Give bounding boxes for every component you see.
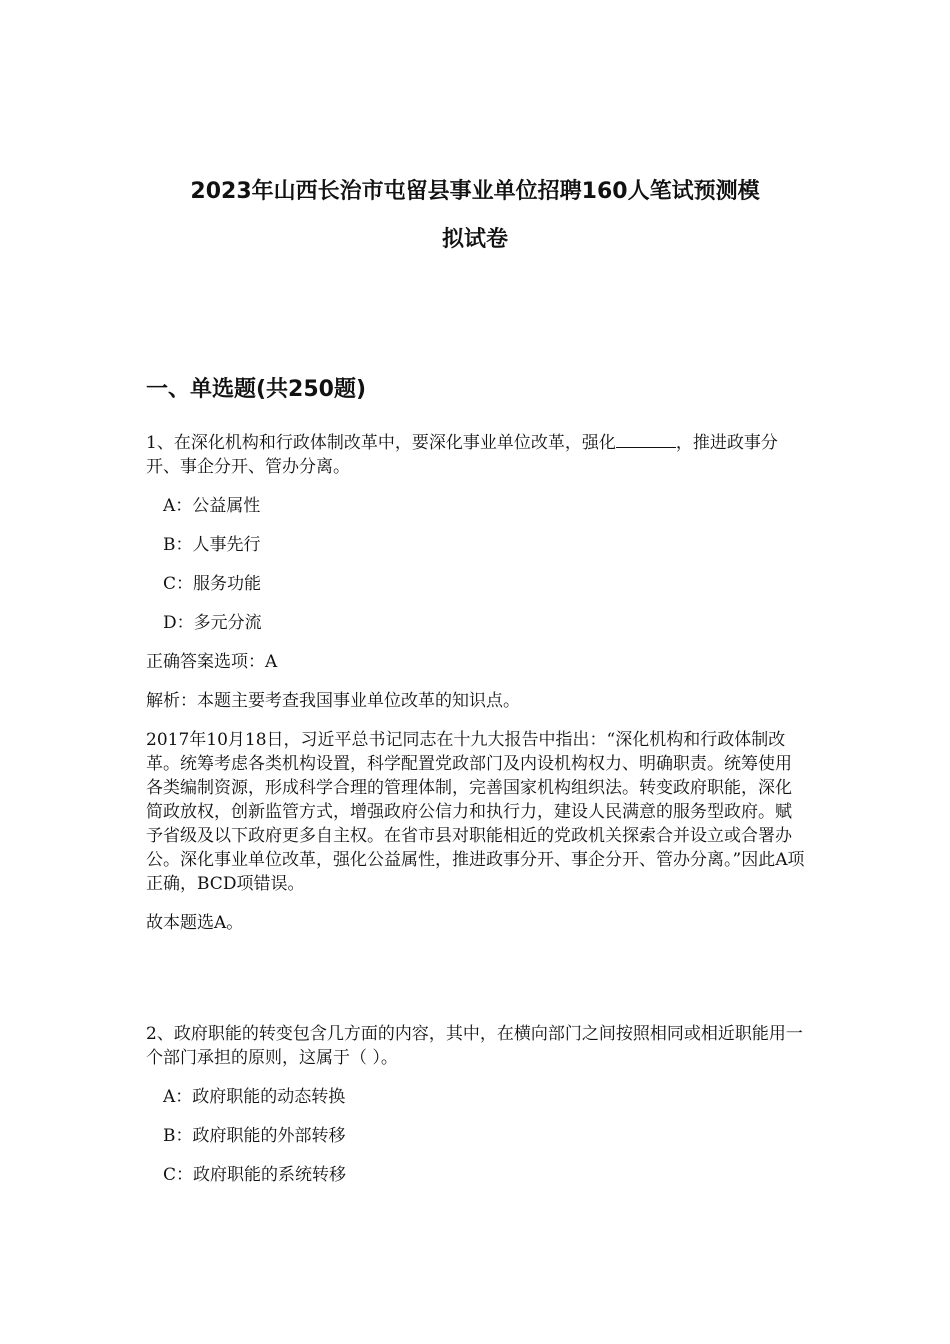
fill-in-blank: [616, 431, 676, 448]
question-1-option-a: A：公益属性: [163, 496, 261, 516]
question-2-option-b: B：政府职能的外部转移: [163, 1126, 346, 1146]
question-1-option-d: D：多元分流: [163, 613, 262, 633]
document-title: [120, 168, 830, 264]
question-1-analysis-body: 2017年10月18日，习近平总书记同志在十九大报告中指出：“深化机构和行政体制改革。统筹考虑各类机构设置，科学配置党政部门及内设机构权力、明确职责。统筹使用各类编制资源，形成科学合理的管理体制，完善国家机构组织法。转变政府职能，深化简政放权，创新监管方式，增强政府公信力和执行力，建设人民满意的服务型政府。赋予省级及以下政府更多自主权。在省市县对职能相近的党政机关探索合并设立或合署办公。深化事业单位改革，强化公益属性，推进政事分开、事企分开、管办分离。”因此A项正确，BCD项错误。: [146, 730, 805, 894]
question-1-analysis-intro: 解析：本题主要考查我国事业单位改革的知识点。: [146, 691, 520, 711]
question-1-stem-part-2: ，推进政事分开、事企分开、管办分离。: [146, 433, 778, 477]
question-1-option-c: C：服务功能: [163, 574, 262, 594]
question-1-stem-part-1: 1、在深化机构和行政体制改革中，要深化事业单位改革，强化: [146, 433, 616, 453]
question-1: [146, 431, 806, 935]
question-1-conclusion: 故本题选A。: [146, 913, 244, 933]
question-1-answer: 正确答案选项：A: [146, 652, 278, 672]
section-heading: 一、单选题(共250题): [146, 377, 367, 402]
question-1-option-b: B：人事先行: [163, 535, 261, 555]
question-2-option-c: C：政府职能的系统转移: [163, 1165, 347, 1185]
question-2-stem: 2、政府职能的转变包含几方面的内容，其中，在横向部门之间按照相同或相近职能用一个部门承担的原则，这属于（ ）。: [146, 1024, 803, 1068]
question-2: [146, 1022, 806, 1187]
question-1-stem: [146, 431, 806, 479]
document-title-line-2: 拟试卷: [441, 227, 508, 252]
document-title-line-1: 2023年山西长治市屯留县事业单位招聘160人笔试预测模: [190, 179, 760, 204]
question-2-option-a: A：政府职能的动态转换: [163, 1087, 346, 1107]
